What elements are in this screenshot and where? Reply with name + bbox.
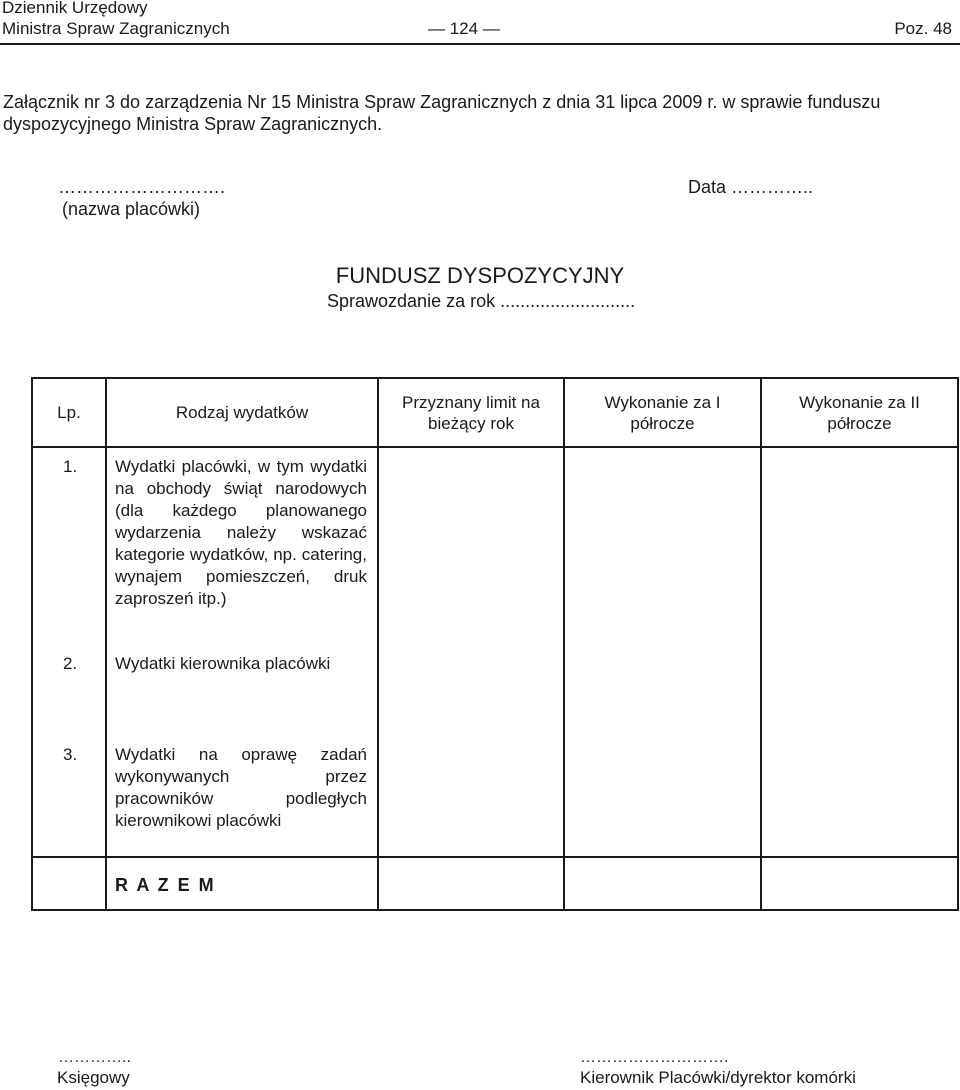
report-year: Sprawozdanie za rok ........................... bbox=[327, 291, 636, 311]
total-row bbox=[32, 857, 958, 910]
table-row bbox=[32, 736, 958, 857]
journal-ministry: Ministra Spraw Zagranicznych bbox=[2, 19, 230, 38]
total-number-cell bbox=[32, 857, 106, 910]
first-half-cell bbox=[564, 447, 761, 645]
row-number: 3. bbox=[32, 736, 106, 857]
limit-cell bbox=[378, 645, 564, 736]
second-half-cell bbox=[761, 645, 958, 736]
header-first-half: Wykonanie za I półrocze bbox=[564, 378, 761, 447]
second-half-cell bbox=[761, 447, 958, 645]
first-half-cell bbox=[564, 645, 761, 736]
total-label: R A Z E M bbox=[106, 857, 378, 910]
row-number: 1. bbox=[32, 447, 106, 645]
row-description: Wydatki kierownika placówki bbox=[106, 645, 378, 736]
annex-text: Załącznik nr 3 do zarządzenia Nr 15 Ministra Spraw Zagranicznych z dnia 31 lipca 2009 r. w sprawie funduszu dyspozycyjnego Ministra Spraw Zagranicznych. bbox=[3, 92, 881, 134]
total-second-half-cell bbox=[761, 857, 958, 910]
second-half-cell bbox=[761, 736, 958, 857]
place-label: (nazwa placówki) bbox=[62, 199, 201, 219]
table-header-row bbox=[32, 378, 958, 447]
table-row bbox=[32, 645, 958, 736]
row-description: Wydatki placówki, w tym wydatki na obchody świąt narodowych (dla każdego planowanego wydarzenia należy wskazać kategorie wydatków, np. catering, wynajem pomieszczeń, druk zaproszeń itp.) bbox=[106, 447, 378, 645]
signature-accountant: Księgowy bbox=[57, 1068, 130, 1087]
header-limit: Przyznany limit na bieżący rok bbox=[378, 378, 564, 447]
header-expense-type: Rodzaj wydatków bbox=[106, 378, 378, 447]
date-field: Data ………….. bbox=[688, 177, 814, 197]
row-number: 2. bbox=[32, 645, 106, 736]
signature-dots-head: ………………………. bbox=[580, 1049, 729, 1066]
journal-title: Dziennik Urzędowy bbox=[2, 0, 148, 17]
placeholder-dots: ………………………. bbox=[58, 177, 226, 197]
header-lp: Lp. bbox=[32, 378, 106, 447]
row-description: Wydatki na oprawę zadań wykonywanych przez pracowników podległych kierownikowi placówki bbox=[106, 736, 378, 857]
position-number: Poz. 48 bbox=[894, 19, 952, 38]
header-second-half: Wykonanie za II półrocze bbox=[761, 378, 958, 447]
total-limit-cell bbox=[378, 857, 564, 910]
table-row bbox=[32, 447, 958, 645]
expense-table bbox=[31, 377, 959, 911]
first-half-cell bbox=[564, 736, 761, 857]
signature-dots-accountant: ………….. bbox=[58, 1049, 131, 1066]
limit-cell bbox=[378, 736, 564, 857]
limit-cell bbox=[378, 447, 564, 645]
signature-head: Kierownik Placówki/dyrektor komórki bbox=[580, 1068, 856, 1087]
document-title: FUNDUSZ DYSPOZYCYJNY bbox=[335, 263, 625, 288]
header-divider bbox=[0, 43, 960, 45]
page-number: — 124 — bbox=[428, 19, 500, 38]
total-first-half-cell bbox=[564, 857, 761, 910]
